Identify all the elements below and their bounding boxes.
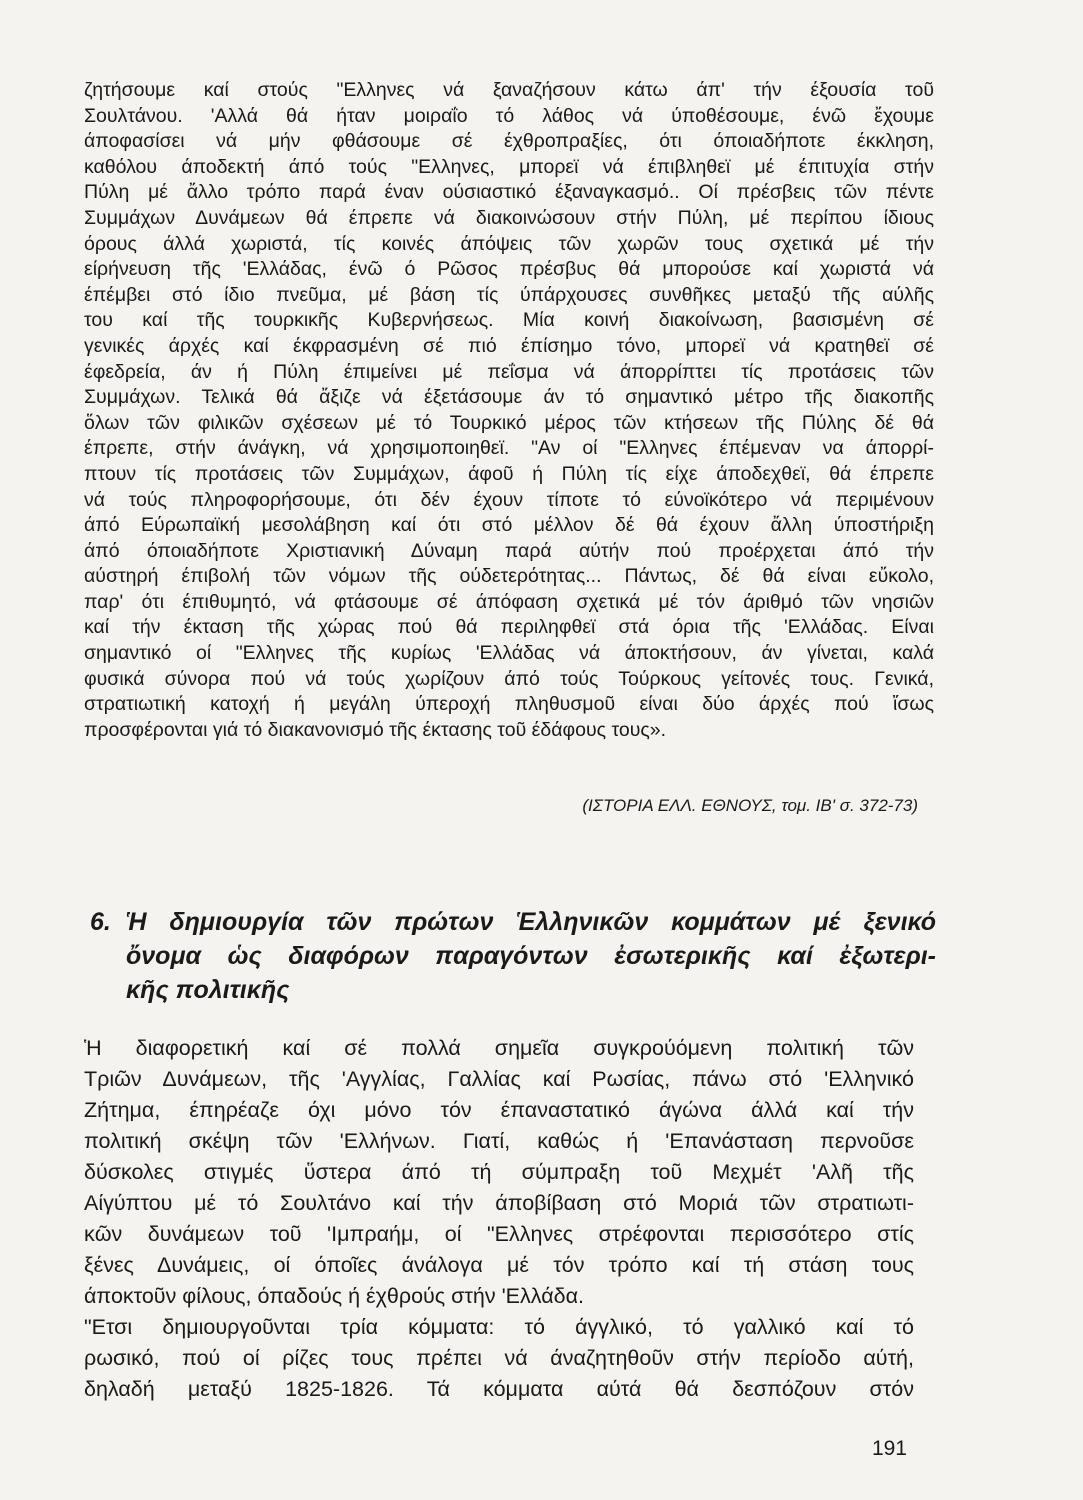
quote-line: είρήνευση τῆς 'Ελλάδας, ένῶ ό Ρῶσος πρέσβυς θά μπορούσε καί χωριστά νά xyxy=(84,258,934,281)
section-title-line: κῆς πολιτικῆς xyxy=(126,976,290,1004)
quoted-passage xyxy=(84,78,934,743)
quote-line: καθόλου άποδεκτή άπό τούς "Ελληνες, μπορεϊ νά έπιβληθεϊ μέ έπιτυχία στήν xyxy=(84,155,934,178)
quote-line: του καί τῆς τουρκικῆς Κυβερνήσεως. Μία κοινή διακοίνωση, βασισμένη σέ xyxy=(84,309,934,332)
quote-line: Συμμάχων. Τελικά θά ἄξιζε νά έξετάσουμε άν τό σημαντικό μέτρο τῆς διακοπῆς xyxy=(84,386,934,409)
quote-line: πτουν τίς προτάσεις τῶν Συμμάχων, άφοῦ ή Πύλη τίς είχε άποδεχθεϊ, θά έπρεπε xyxy=(84,462,934,485)
body-line: δηλαδή μεταξύ 1825-1826. Τά κόμματα αύτά θά δεσπόζουν στόν xyxy=(84,1377,914,1401)
body-line: άποκτοῦν φίλους, όπαδούς ή έχθρούς στήν 'Ελλάδα. xyxy=(84,1284,584,1308)
quote-line: νά τούς πληροφορήσουμε, ότι δέν έχουν τίποτε τό εύνοϊκότερο νά περιμένουν xyxy=(84,488,934,511)
section-title xyxy=(126,905,936,1007)
quote-line: όρους άλλά χωριστά, τίς κοινές άπόψεις τῶν χωρῶν τους σχετικά μέ τήν xyxy=(84,232,934,255)
quote-line: αύστηρή έπιβολή τῶν νόμων τῆς ούδετερότητας... Πάντως, δέ θά είναι εὔκολο, xyxy=(84,565,934,588)
body-line: πολιτική σκέψη τῶν 'Ελλήνων. Γιατί, καθώς ή 'Επανάσταση περνοῦσε xyxy=(84,1129,914,1153)
quote-line: καί τήν έκταση τῆς χώρας πού θά περιληφθεϊ στά όρια τῆς 'Ελλάδας. Είναι xyxy=(84,616,934,639)
body-line: Ἡ διαφορετική καί σέ πολλά σημεῖα συγκρούόμενη πολιτική τῶν xyxy=(84,1036,914,1060)
section-title-line: ὄνομα ὡς διαφόρων παραγόντων ἐσωτερικῆς καί ἐξωτερι- xyxy=(126,942,936,970)
quote-line: γενικές άρχές καί έκφρασμένη σέ πιό έπίσημο τόνο, μπορεϊ νά κρατηθεϊ σέ xyxy=(84,334,934,357)
body-line: Τριῶν Δυνάμεων, τῆς 'Αγγλίας, Γαλλίας καί Ρωσίας, πάνω στό 'Ελληνικό xyxy=(84,1067,914,1091)
quote-line: ὅλων τῶν φιλικῶν σχέσεων μέ τό Τουρκικό μέρος τῶν κτήσεων τῆς Πύλης δέ θά xyxy=(84,411,934,434)
quote-line: σημαντικό οί "Ελληνες τῆς κυρίως 'Ελλάδας νά άποκτήσουν, άν γίνεται, καλά xyxy=(84,642,934,665)
quote-line: έφεδρεία, άν ή Πύλη έπιμείνει μέ πεΐσμα νά άπορρίπτει τίς προτάσεις τῶν xyxy=(84,360,934,383)
quote-line: προσφέρονται γιά τό διακανονισμό τῆς έκτασης τοῦ έδάφους τους». xyxy=(84,718,667,741)
body-line: "Ετσι δημιουργοῦνται τρία κόμματα: τό άγγλικό, τό γαλλικό καί τό xyxy=(84,1315,914,1339)
body-line: κῶν δυνάμεων τοῦ 'Ιμπραήμ, οί "Ελληνες στρέφονται περισσότερο στίς xyxy=(84,1222,914,1246)
quote-line: άπό όποιαδήποτε Χριστιανική Δύναμη παρά αύτήν πού προέρχεται άπό τήν xyxy=(84,539,934,562)
quote-line: παρ' ότι έπιθυμητό, νά φτάσουμε σέ άπόφαση σχετικά μέ τόν άριθμό τῶν νησιῶν xyxy=(84,590,934,613)
quote-line: Σουλτάνου. 'Αλλά θά ήταν μοιραΐο τό λάθος νά ύποθέσουμε, ένῶ ἔχουμε xyxy=(84,104,934,127)
body-line: Ζήτημα, έπηρέαζε όχι μόνο τόν έπαναστατικό άγώνα άλλά καί τήν xyxy=(84,1098,914,1122)
quote-line: άπό Εύρωπαϊκή μεσολάβηση καί ότι στό μέλλον δέ θά έχουν ἄλλη ύποστήριξη xyxy=(84,514,934,537)
citation: (ΙΣΤΟΡΙΑ ΕΛΛ. ΕΘΝΟΥΣ, τομ. ΙΒ' σ. 372-73) xyxy=(582,796,918,815)
body-line: ξένες Δυνάμεις, οί όποῖες άνάλογα μέ τόν τρόπο καί τή στάση τους xyxy=(84,1253,914,1277)
quote-line: άποφασίσει νά μήν φθάσουμε σέ έχθροπραξίες, ότι όποιαδήποτε έκκληση, xyxy=(84,130,934,153)
section-number: 6. xyxy=(90,908,111,936)
body-text xyxy=(84,1033,914,1405)
quote-line: Συμμάχων Δυνάμεων θά έπρεπε νά διακοινώσουν στήν Πύλη, μέ περίπου ίδιους xyxy=(84,206,934,229)
body-line: δύσκολες στιγμές ὕστερα άπό τή σύμπραξη τοῦ Μεχμέτ 'Αλῆ τῆς xyxy=(84,1160,914,1184)
section-title-line: Ἡ δημιουργία τῶν πρώτων Ἑλληνικῶν κομμάτων μέ ξενικό xyxy=(126,908,936,936)
body-line: ρωσικό, πού οί ρίζες τους πρέπει νά άναζητηθοῦν στήν περίοδο αύτή, xyxy=(84,1346,914,1370)
page-number: 191 xyxy=(871,1437,907,1460)
quote-line: έπρεπε, στήν άνάγκη, νά χρησιμοποιηθεϊ. "Αν οί "Ελληνες έπέμεναν να άπορρί- xyxy=(84,437,934,460)
quote-line: φυσικά σύνορα πού νά τούς χωρίζουν άπό τούς Τούρκους γείτονές τους. Γενικά, xyxy=(84,667,934,690)
quote-line: Πύλη μέ ἄλλο τρόπο παρά έναν ούσιαστικό έξαναγκασμό.. Οί πρέσβεις τῶν πέντε xyxy=(84,181,934,204)
quote-line: έπέμβει στό ίδιο πνεῦμα, μέ βάση τίς ύπάρχουσες συνθῆκες μεταξύ τῆς αύλῆς xyxy=(84,283,934,306)
quote-line: στρατιωτική κατοχή ή μεγάλη ύπεροχή πληθυσμοῦ είναι δύο άρχές πού ἴσως xyxy=(84,693,934,716)
quote-line: ζητήσουμε καί στούς "Ελληνες νά ξαναζήσουν κάτω άπ' τήν έξουσία τοῦ xyxy=(84,79,934,101)
body-line: Αίγύπτου μέ τό Σουλτάνο καί τήν άποβίβαση στό Μοριά τῶν στρατιωτι- xyxy=(84,1191,914,1215)
